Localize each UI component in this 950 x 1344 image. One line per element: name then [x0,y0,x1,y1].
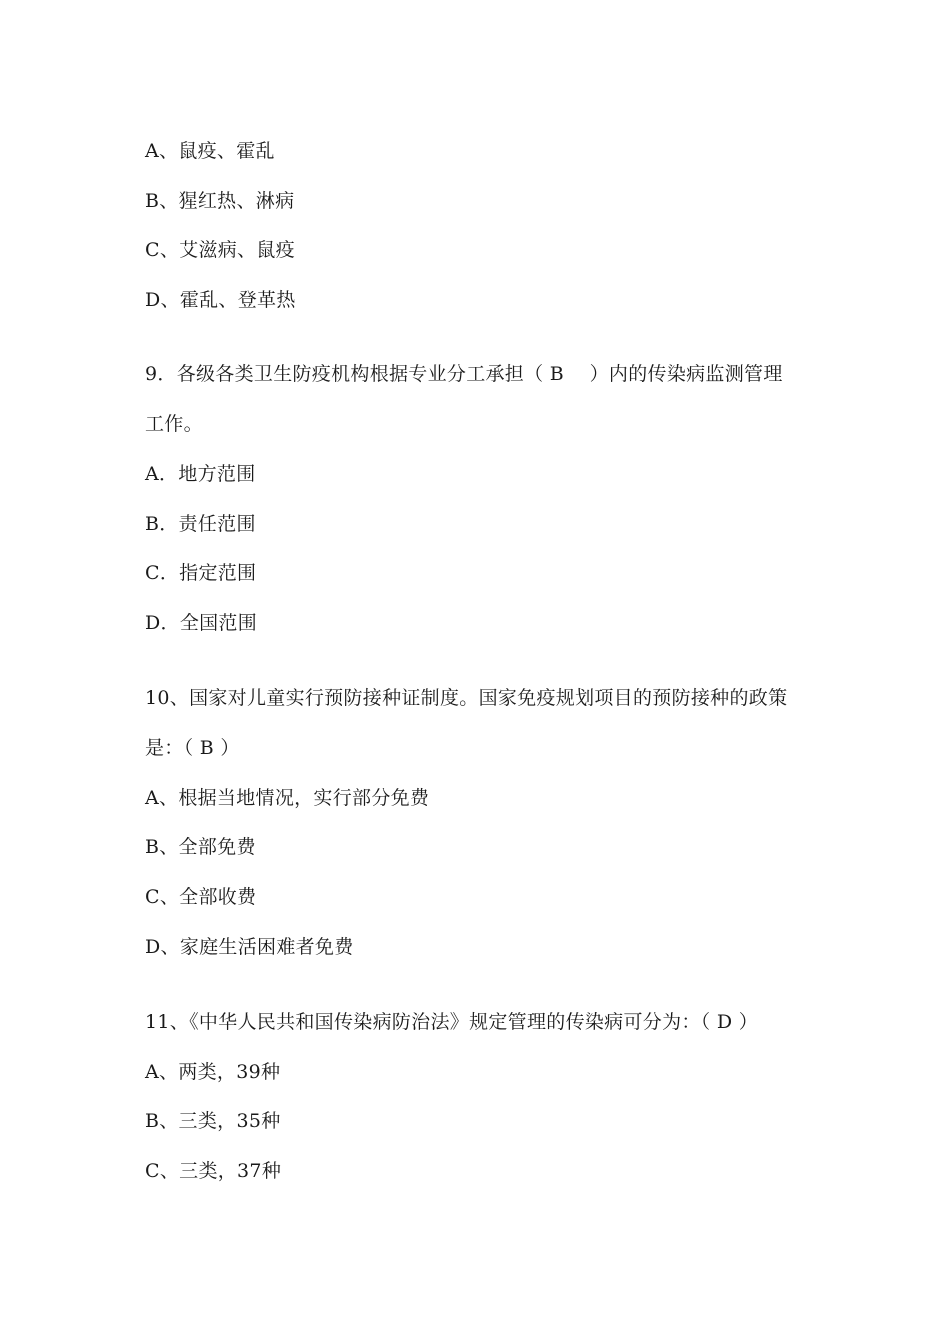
q9-option-d: D．全国范围 [145,612,258,634]
q11-option-b: B、三类，35种 [145,1110,281,1132]
q8-option-c: C、艾滋病、鼠疫 [145,239,295,261]
q9-option-a: A．地方范围 [145,463,256,485]
q8-option-b: B、猩红热、淋病 [145,190,295,212]
q10-stem-line1: 10、国家对儿童实行预防接种证制度。国家免疫规划项目的预防接种的政策 [145,687,788,709]
q10-option-d: D、家庭生活困难者免费 [145,936,354,958]
q11-stem: 11、《中华人民共和国传染病防治法》规定管理的传染病可分为：（ D ） [145,1011,758,1033]
q10-option-c: C、全部收费 [145,886,257,908]
q9-option-b: B．责任范围 [145,513,256,535]
q9-stem-line1: 9．各级各类卫生防疫机构根据专业分工承担（ B ）内的传染病监测管理 [145,363,783,385]
q9-option-c: C．指定范围 [145,562,257,584]
q11-option-a: A、两类，39种 [145,1061,281,1083]
q8-option-d: D、霍乱、登革热 [145,289,296,311]
q10-option-b: B、全部免费 [145,836,256,858]
q9-stem-line2: 工作。 [145,413,203,435]
q11-option-c: C、三类，37种 [145,1160,282,1182]
q10-stem-line2: 是：（ B ） [145,737,240,759]
q8-option-a: A、鼠疫、霍乱 [145,140,275,162]
q10-option-a: A、根据当地情况，实行部分免费 [145,787,430,809]
